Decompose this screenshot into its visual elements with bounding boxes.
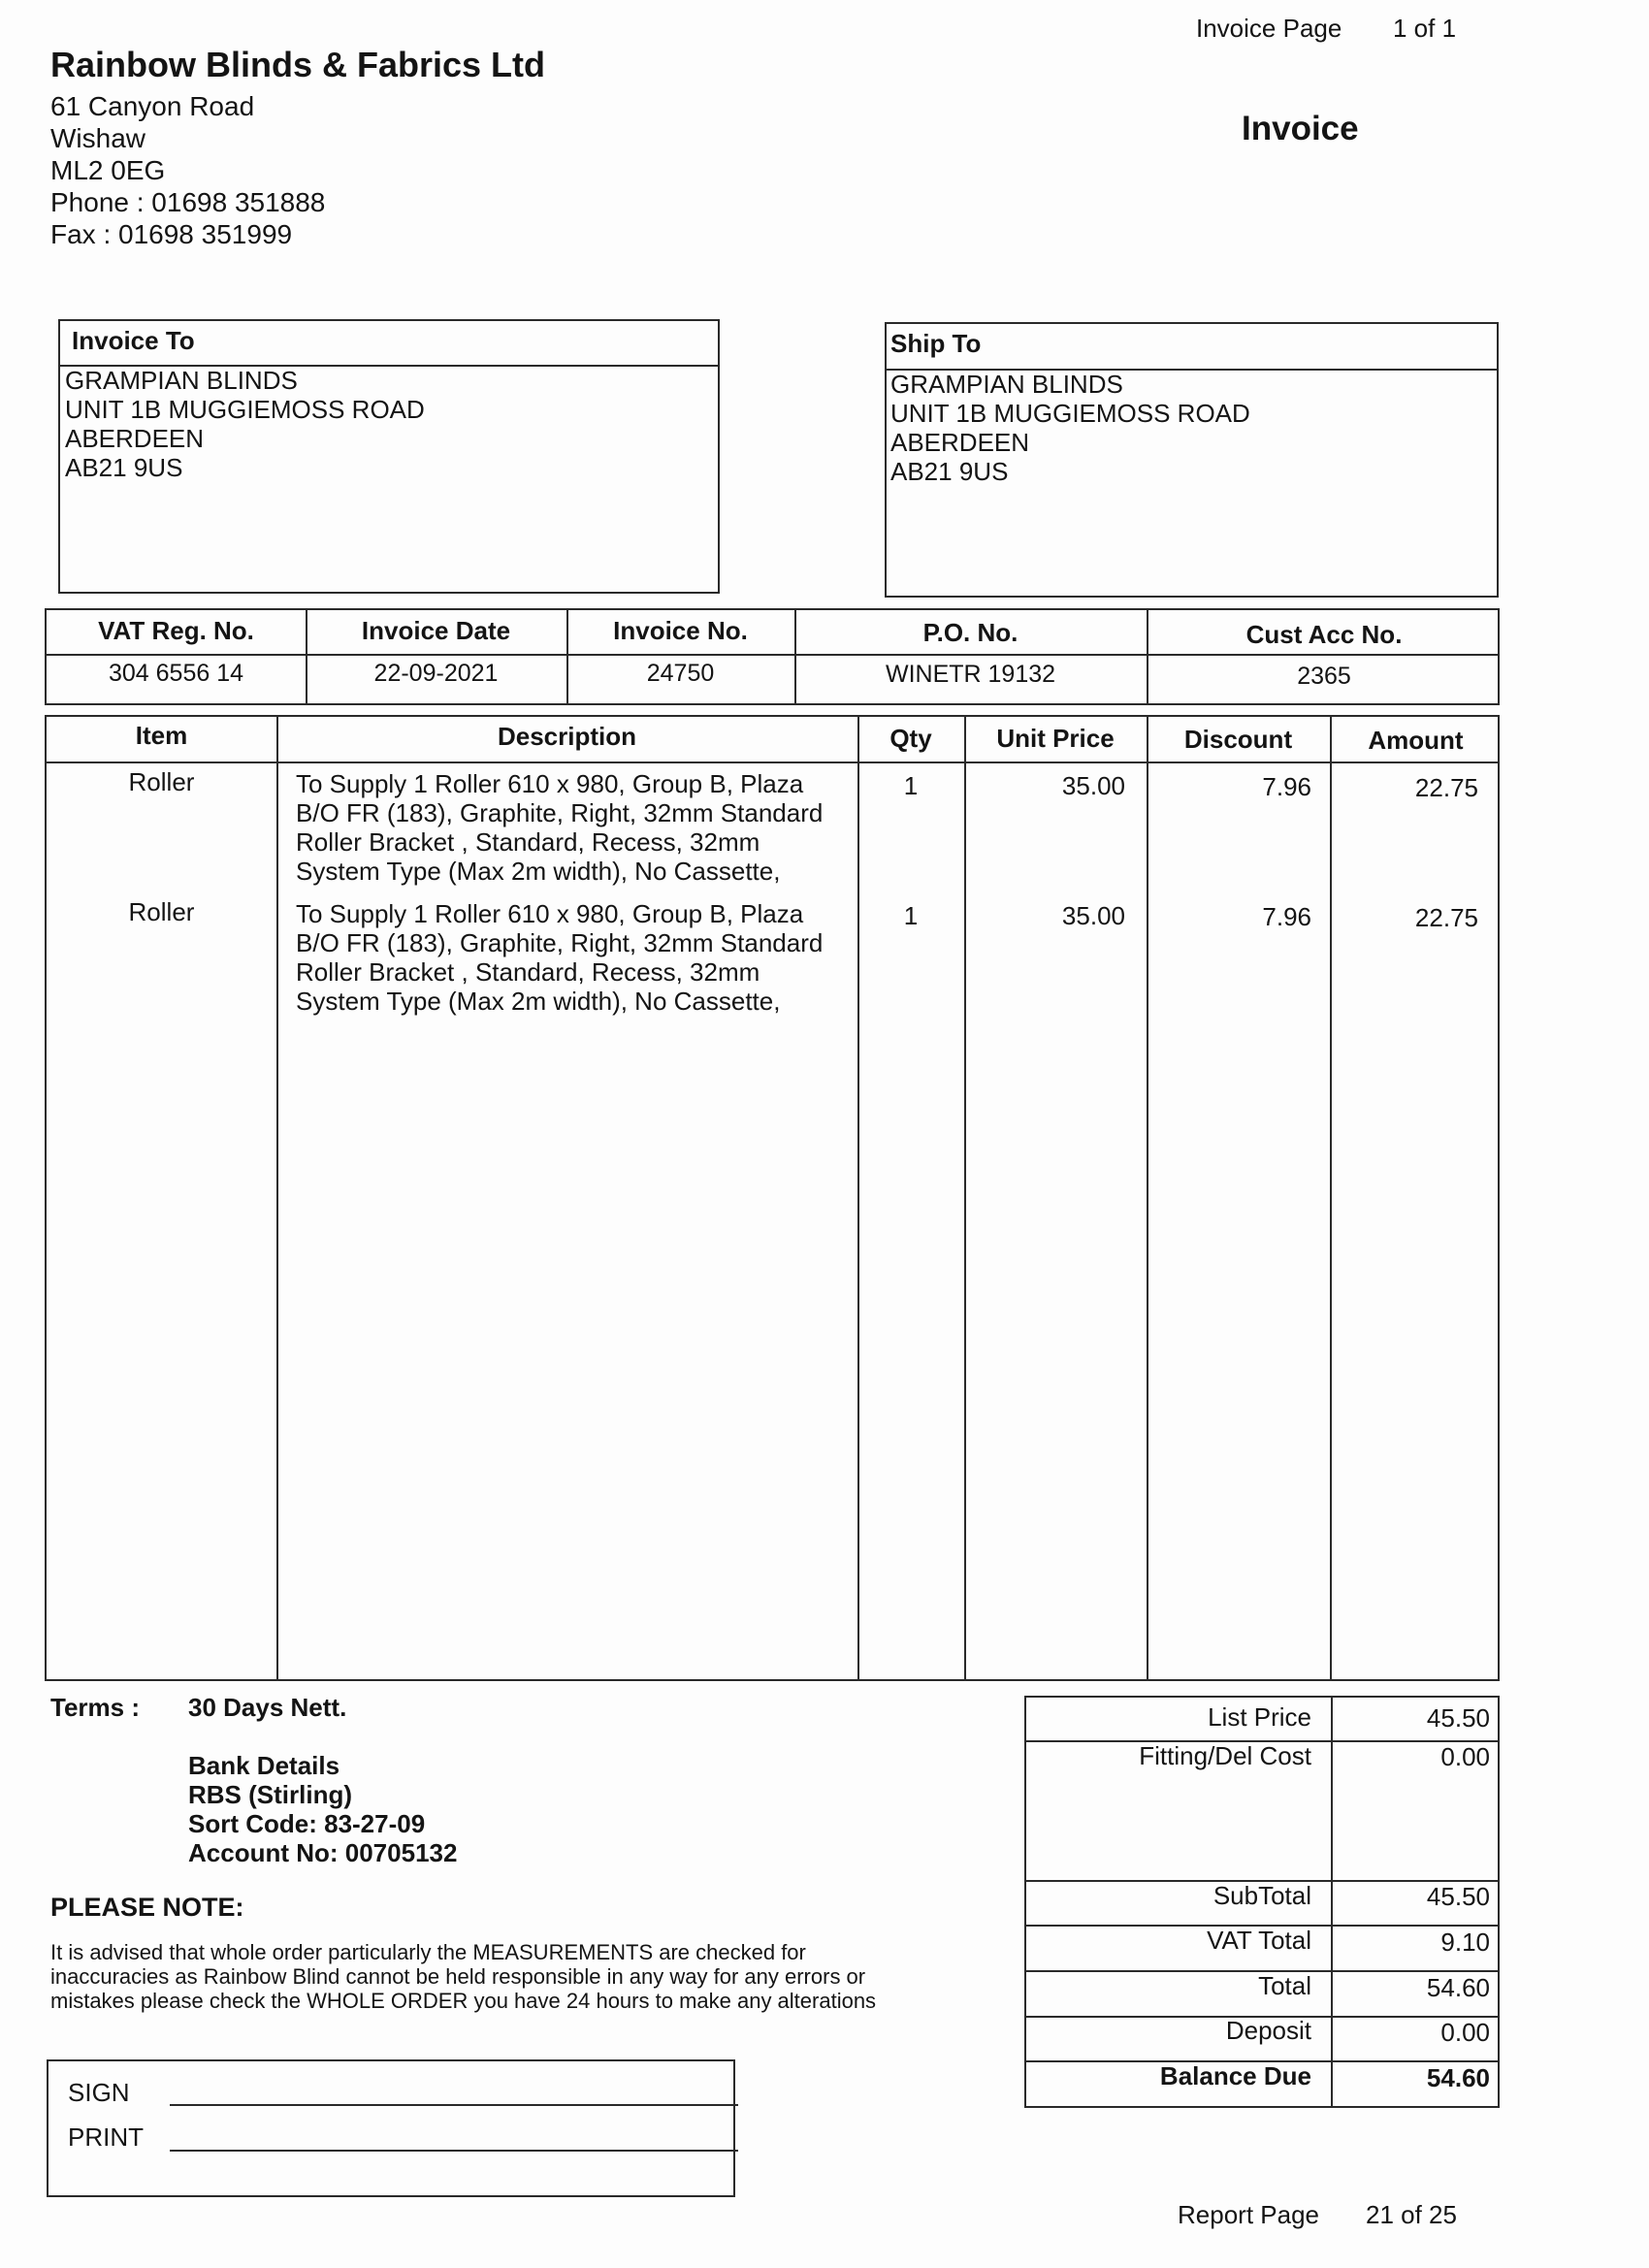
item-qty: 1 [903,771,919,800]
document-title: Invoice [1242,110,1359,147]
item-unit-price: 35.00 [1061,771,1125,800]
items-header-discount: Discount [1183,725,1293,754]
ship-to-box [885,322,1499,598]
items-header-amount: Amount [1368,726,1464,755]
description-line: Roller Bracket , Standard, Recess, 32mm [296,827,760,857]
list-price-value: 45.50 [1426,1703,1490,1733]
item-description [296,769,823,886]
terms-value: 30 Days Nett. [188,1693,347,1722]
total-label: Total [1258,1971,1311,2000]
info-header-invoice-no: Invoice No. [613,616,748,645]
total-value: 54.60 [1426,1973,1490,2002]
sign-line[interactable] [170,2104,738,2106]
invoice-to-title: Invoice To [72,326,195,355]
invoice-to-line-1: GRAMPIAN BLINDS [65,366,298,395]
invoice-info-table [45,608,1500,705]
info-value-invoice-no: 24750 [646,660,715,687]
subtotal-value: 45.50 [1426,1882,1490,1911]
bank-sort-code: Sort Code: 83-27-09 [188,1809,426,1838]
please-note-text [50,1940,876,2013]
print-line[interactable] [170,2150,738,2152]
company-address-line-2: Wishaw [50,123,146,153]
balance-due-value: 54.60 [1426,2063,1490,2092]
item-amount: 22.75 [1414,903,1478,932]
note-line: It is advised that whole order particularly the MEASUREMENTS are checked for [50,1940,806,1964]
info-value-po: WINETR 19132 [885,661,1056,688]
signature-box [47,2059,735,2197]
page-counter-value: 1 of 1 [1393,14,1457,43]
invoice-to-address [65,366,425,482]
item-discount: 7.96 [1262,772,1311,801]
info-value-cust-acc: 2365 [1297,663,1351,690]
bank-details [188,1751,457,1867]
deposit-value: 0.00 [1440,2018,1490,2047]
description-line: B/O FR (183), Graphite, Right, 32mm Standard [296,928,824,957]
info-value-date: 22-09-2021 [373,660,499,687]
invoice-to-box [58,319,720,594]
company-name: Rainbow Blinds & Fabrics Ltd [50,45,546,84]
terms-label: Terms : [50,1693,140,1722]
description-line: To Supply 1 Roller 610 x 980, Group B, Plaza [296,769,804,798]
info-header-date: Invoice Date [361,616,511,645]
description-line: To Supply 1 Roller 610 x 980, Group B, Plaza [296,899,804,928]
ship-to-line-4: AB21 9US [890,457,1009,486]
invoice-to-line-2: UNIT 1B MUGGIEMOSS ROAD [65,395,425,424]
vat-total-label: VAT Total [1207,1926,1311,1955]
items-header-qty: Qty [889,724,932,753]
invoice-to-line-3: ABERDEEN [65,424,205,453]
bank-account-no: Account No: 00705132 [188,1838,458,1867]
please-note-title: PLEASE NOTE: [50,1893,244,1922]
item-amount: 22.75 [1414,773,1478,802]
note-line: mistakes please check the WHOLE ORDER you have 24 hours to make any alterations [50,1989,877,2013]
company-phone: Phone : 01698 351888 [50,187,326,217]
report-page-label: Report Page [1178,2200,1319,2229]
fitting-cost-label: Fitting/Del Cost [1139,1741,1311,1770]
totals-table [1024,1696,1500,2108]
bank-details-title: Bank Details [188,1751,340,1780]
ship-to-line-1: GRAMPIAN BLINDS [890,370,1123,399]
note-line: inaccuracies as Rainbow Blind cannot be held responsible in any way for any errors or [50,1964,866,1989]
line-items-table [45,715,1500,1681]
deposit-label: Deposit [1225,2016,1311,2045]
items-header-unit-price: Unit Price [996,724,1115,753]
sign-label: SIGN [68,2078,130,2107]
ship-to-line-2: UNIT 1B MUGGIEMOSS ROAD [890,399,1250,428]
vat-total-value: 9.10 [1440,1928,1490,1957]
item-discount: 7.96 [1262,902,1311,931]
print-label: PRINT [68,2122,144,2152]
item-description [296,899,823,1016]
items-header-item: Item [135,721,188,750]
company-address-line-3: ML2 0EG [50,155,166,185]
subtotal-label: SubTotal [1212,1881,1311,1910]
ship-to-title: Ship To [890,329,982,358]
item-qty: 1 [903,901,919,930]
info-header-vat: VAT Reg. No. [98,616,254,645]
info-header-cust-acc: Cust Acc No. [1245,620,1403,649]
item-name: Roller [128,897,195,926]
description-line: Roller Bracket , Standard, Recess, 32mm [296,957,760,987]
invoice-to-line-4: AB21 9US [65,453,183,482]
item-name: Roller [128,767,195,796]
list-price-label: List Price [1208,1702,1311,1732]
items-header-description: Description [497,722,637,751]
description-line: B/O FR (183), Graphite, Right, 32mm Standard [296,798,824,827]
description-line: System Type (Max 2m width), No Cassette, [296,987,781,1016]
report-page-value: 21 of 25 [1366,2200,1457,2229]
ship-to-line-3: ABERDEEN [890,428,1030,457]
bank-name: RBS (Stirling) [188,1780,352,1809]
info-header-po: P.O. No. [922,618,1018,647]
item-unit-price: 35.00 [1061,901,1125,930]
company-fax: Fax : 01698 351999 [50,219,293,249]
fitting-cost-value: 0.00 [1440,1742,1490,1771]
balance-due-label: Balance Due [1159,2061,1311,2090]
info-value-vat: 304 6556 14 [108,660,244,687]
page-counter-label: Invoice Page [1196,14,1342,43]
company-address-line-1: 61 Canyon Road [50,91,255,121]
ship-to-address [890,370,1250,486]
description-line: System Type (Max 2m width), No Cassette, [296,857,781,886]
